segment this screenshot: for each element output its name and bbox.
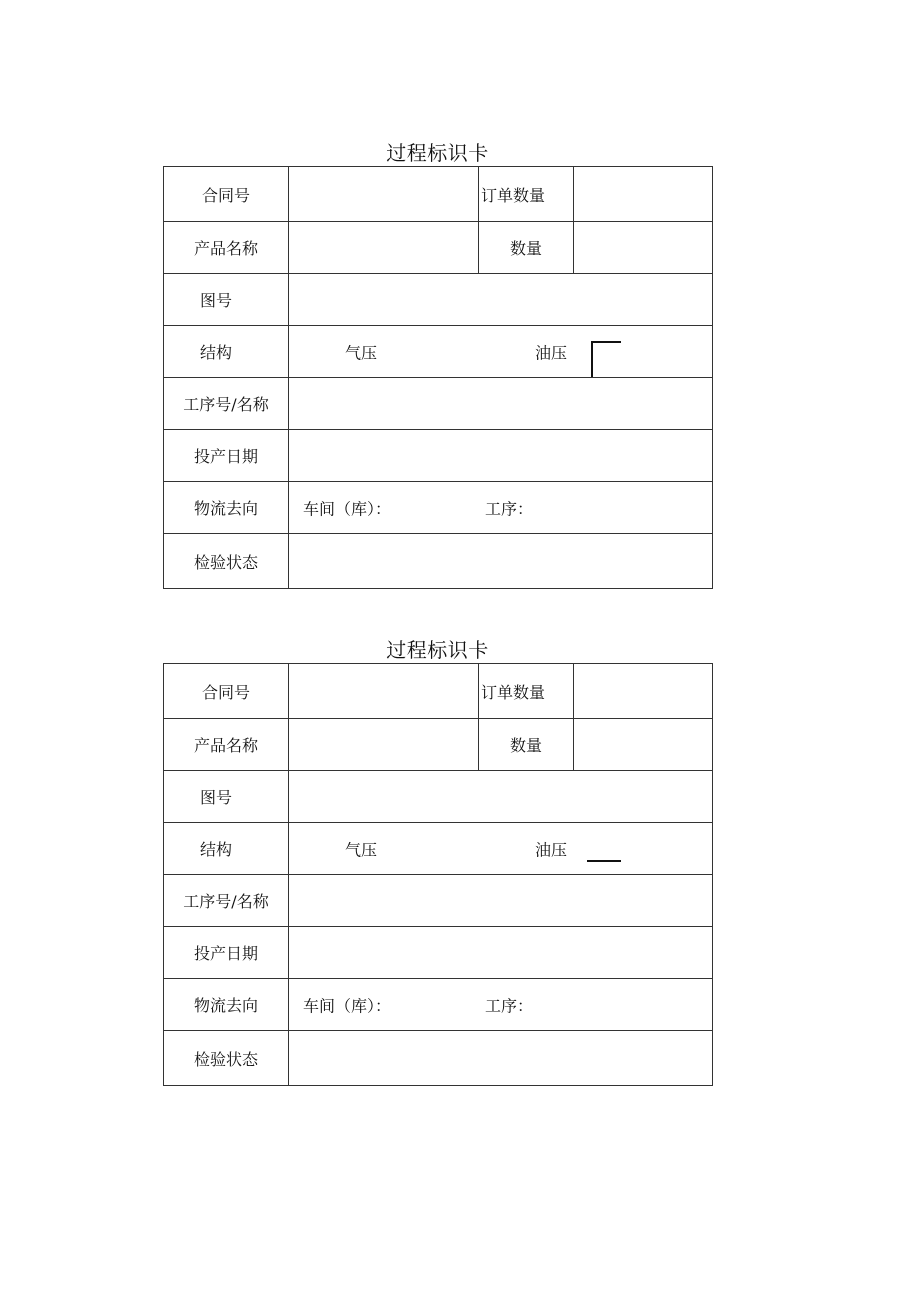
qty-field[interactable]	[574, 222, 713, 274]
operation-label: 工序：	[485, 996, 534, 1015]
logistics-label: 物流去向	[164, 482, 289, 534]
structure-field[interactable]	[289, 823, 713, 875]
operation-label: 工序：	[485, 499, 534, 518]
table-row	[164, 430, 713, 482]
table-row	[164, 979, 713, 1031]
start-date-label: 投产日期	[164, 927, 289, 979]
check-mark	[591, 341, 621, 377]
underline-mark	[587, 860, 621, 862]
product-label: 产品名称	[164, 222, 289, 274]
process-id-card-1	[163, 140, 712, 589]
pneumatic-option[interactable]: 气压	[345, 343, 378, 362]
qty-label: 数量	[479, 719, 574, 771]
product-field[interactable]	[289, 222, 479, 274]
drawing-label: 图号	[164, 771, 289, 823]
table-row	[164, 167, 713, 222]
drawing-label: 图号	[164, 274, 289, 326]
table-row	[164, 326, 713, 378]
order-qty-field[interactable]	[574, 167, 713, 222]
table-row	[164, 771, 713, 823]
inspection-label: 检验状态	[164, 1031, 289, 1086]
start-date-label: 投产日期	[164, 430, 289, 482]
card-title: 过程标识卡	[386, 638, 489, 662]
table-row	[164, 482, 713, 534]
card-table	[163, 166, 713, 589]
process-label: 工序号/名称	[164, 378, 289, 430]
start-date-field[interactable]	[289, 430, 713, 482]
table-row	[164, 719, 713, 771]
table-row	[164, 664, 713, 719]
drawing-field[interactable]	[289, 274, 713, 326]
workshop-label: 车间（库）：	[303, 996, 392, 1015]
contract-field[interactable]	[289, 167, 479, 222]
table-row	[164, 534, 713, 589]
inspection-field[interactable]	[289, 1031, 713, 1086]
start-date-field[interactable]	[289, 927, 713, 979]
table-row	[164, 823, 713, 875]
table-row	[164, 1031, 713, 1086]
contract-field[interactable]	[289, 664, 479, 719]
pneumatic-option[interactable]: 气压	[345, 840, 378, 859]
table-row	[164, 927, 713, 979]
contract-label: 合同号	[164, 664, 289, 719]
table-row	[164, 274, 713, 326]
logistics-field[interactable]	[289, 482, 713, 534]
process-field[interactable]	[289, 378, 713, 430]
logistics-field[interactable]	[289, 979, 713, 1031]
table-row	[164, 875, 713, 927]
table-row	[164, 378, 713, 430]
qty-field[interactable]	[574, 719, 713, 771]
order-qty-label: 订单数量	[479, 664, 574, 719]
structure-label: 结构	[164, 823, 289, 875]
process-id-card-2	[163, 637, 712, 1086]
contract-label: 合同号	[164, 167, 289, 222]
structure-label: 结构	[164, 326, 289, 378]
drawing-field[interactable]	[289, 771, 713, 823]
hydraulic-option[interactable]: 油压	[535, 840, 568, 859]
order-qty-field[interactable]	[574, 664, 713, 719]
process-label: 工序号/名称	[164, 875, 289, 927]
logistics-label: 物流去向	[164, 979, 289, 1031]
structure-field[interactable]	[289, 326, 713, 378]
product-label: 产品名称	[164, 719, 289, 771]
inspection-label: 检验状态	[164, 534, 289, 589]
workshop-label: 车间（库）：	[303, 499, 392, 518]
product-field[interactable]	[289, 719, 479, 771]
card-title: 过程标识卡	[386, 141, 489, 165]
inspection-field[interactable]	[289, 534, 713, 589]
table-row	[164, 222, 713, 274]
card-table	[163, 663, 713, 1086]
process-field[interactable]	[289, 875, 713, 927]
hydraulic-option[interactable]: 油压	[535, 343, 568, 362]
qty-label: 数量	[479, 222, 574, 274]
order-qty-label: 订单数量	[479, 167, 574, 222]
